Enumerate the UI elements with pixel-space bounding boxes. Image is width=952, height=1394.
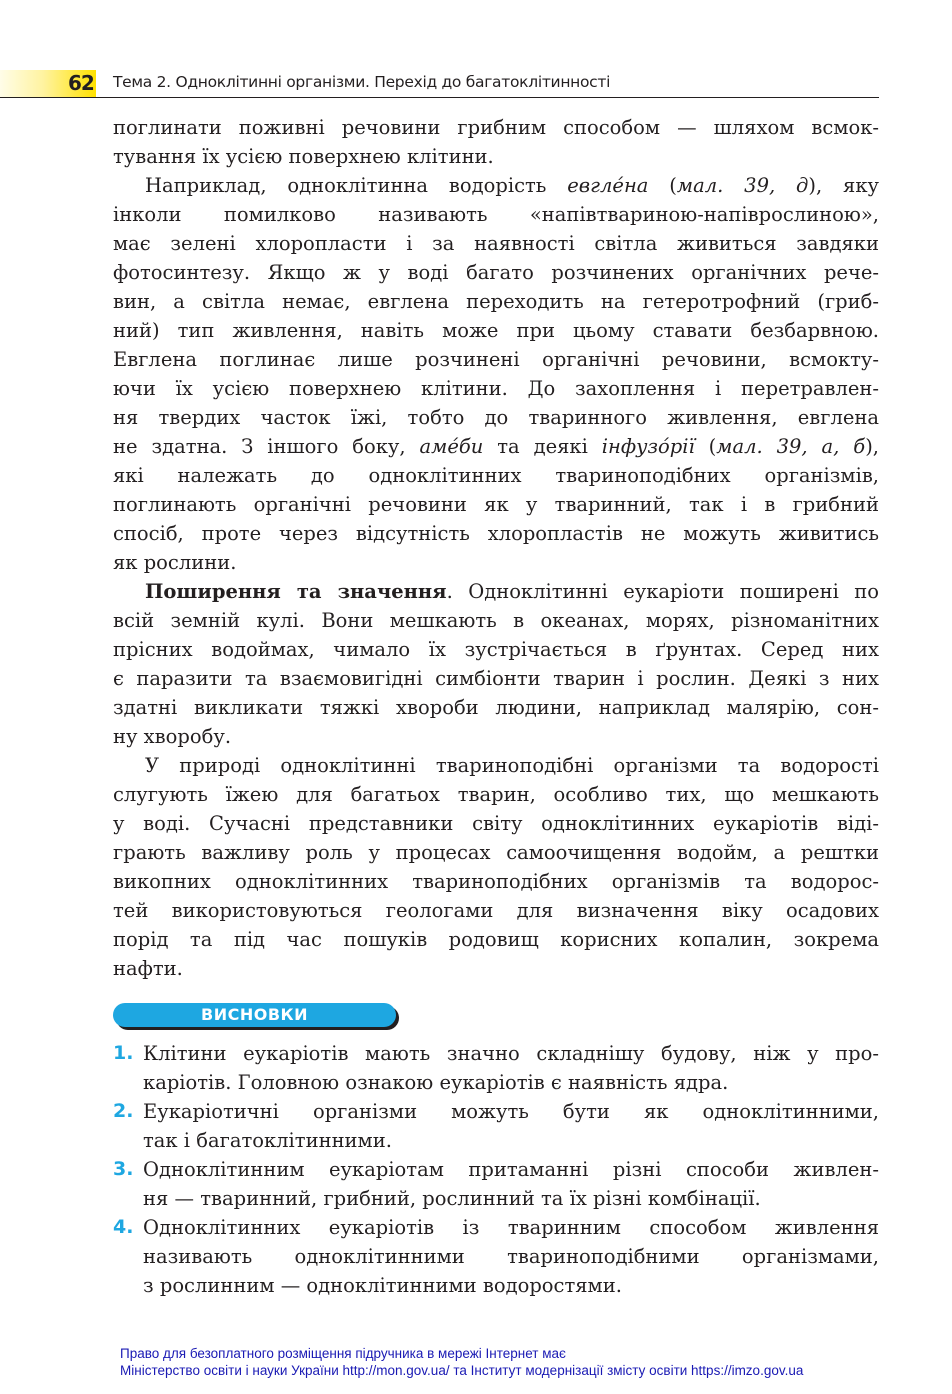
text-line: тей використовуються геологами для визначення віку осадових (113, 899, 879, 922)
copyright-footer (120, 1345, 803, 1379)
text-line: інколи помилково називають «напівтвариною-напіврослиною», (113, 203, 879, 226)
conclusions-list (113, 1039, 879, 1300)
text-line: вин, а світла немає, евглена переходить на гетеротрофний (гриб- (113, 290, 879, 313)
term-infusoria: інфузо́рії (601, 435, 695, 458)
text-run: та деякі (483, 435, 602, 458)
text-line: поглинають органічні речовини як у тваринний, так і в грибний (113, 493, 879, 516)
page-number: 62 (68, 71, 94, 95)
conclusions-badge (113, 1003, 396, 1027)
text-run: ), яку (808, 174, 879, 197)
text-line (113, 577, 879, 606)
text-line: викопних одноклітинних твариноподібних організмів та водорос- (113, 870, 879, 893)
text-line: Одноклітинних еукаріотів із тваринним способом живлення (143, 1216, 879, 1239)
text-run: ( (648, 174, 677, 197)
list-item (113, 1213, 879, 1300)
conclusions-label: ВИСНОВКИ (201, 1005, 308, 1024)
text-line: ня — тваринний, грибний, рослинний та їх різні комбінації. (143, 1187, 761, 1210)
text-line: ний) тип живлення, навіть може при цьому ставати безбарвною. (113, 319, 879, 342)
list-item-number: 4. (113, 1216, 134, 1238)
text-line: здатні викликати тяжкі хвороби людини, наприклад малярію, сон- (113, 696, 879, 719)
text-line: Еукаріотичні організми можуть бути як одноклітинними, (143, 1100, 879, 1123)
text-line: фотосинтезу. Якщо ж у воді багато розчинених органічних рече- (113, 261, 879, 284)
text-line: як рослини. (113, 551, 237, 574)
text-line: каріотів. Головною ознакою еукаріотів є наявність ядра. (143, 1071, 729, 1094)
text-run: ( (694, 435, 717, 458)
text-line: ючи їх усією поверхнею клітини. До захоплення і перетравлен- (113, 377, 879, 400)
text-line: називають одноклітинними твариноподібними організмами, (143, 1245, 879, 1268)
section-heading-inline: Поширення та значення (145, 580, 447, 603)
text-line: поглинати поживні речовини грибним способом — шляхом всмок- (113, 116, 879, 139)
figure-ref: мал. 39, д (676, 174, 809, 197)
text-line: ня твердих часток їжі, тобто до тваринного живлення, евглена (113, 406, 879, 429)
text-run: Наприклад, одноклітинна водорість (145, 174, 568, 197)
text-line: Одноклітинним еукаріотам притаманні різні способи живлен- (143, 1158, 879, 1181)
text-run: не здатна. З іншого боку, (113, 435, 420, 458)
footer-line: Право для безоплатного розміщення підручника в мережі Інтернет має (120, 1346, 566, 1361)
text-line: має зелені хлоропласти і за наявності світла живиться завдяки (113, 232, 879, 255)
text-line: які належать до одноклітинних твариноподібних організмів, (113, 464, 879, 487)
list-item-number: 3. (113, 1158, 134, 1180)
text-line: прісних водоймах, чимало їх зустрічається в ґрунтах. Серед них (113, 638, 879, 661)
footer-line: Міністерство освіти і науки України http://mon.gov.ua/ та Інститут модернізації змісту освіти https://imzo.gov.ua (120, 1363, 804, 1378)
text-line: У природі одноклітинні твариноподібні організми та водорості (145, 754, 879, 777)
text-line (113, 432, 879, 461)
text-line: тування їх усією поверхнею клітини. (113, 145, 494, 168)
term-euglena: евгле́на (567, 174, 649, 197)
text-line: грають важливу роль у процесах самоочищення водойм, а рештки (113, 841, 879, 864)
text-line: так і багатоклітинними. (143, 1129, 392, 1152)
text-line: нафти. (113, 957, 183, 980)
main-text (113, 113, 879, 983)
text-line: з рослинним — одноклітинними водоростями. (143, 1274, 622, 1297)
text-run: . Одноклітинні еукаріоти поширені по (446, 580, 879, 603)
running-header-title: Тема 2. Одноклітинні організми. Перехід до багатоклітинності (113, 73, 611, 91)
list-item-number: 1. (113, 1042, 134, 1064)
text-line: ну хворобу. (113, 725, 232, 748)
text-line: у воді. Сучасні представники світу одноклітинних еукаріотів віді- (113, 812, 879, 835)
header-rule (0, 97, 879, 98)
term-amoeba: аме́би (419, 435, 484, 458)
text-line: слугують їжею для багатьох тварин, особливо тих, що мешкають (113, 783, 879, 806)
text-run: ), (865, 435, 879, 458)
list-item-number: 2. (113, 1100, 134, 1122)
text-line (113, 171, 879, 200)
figure-ref: мал. 39, а, б (716, 435, 866, 458)
text-line: спосіб, проте через відсутність хлоропластів не можуть живитись (113, 522, 879, 545)
text-line: Евглена поглинає лише розчинені органічні речовини, всмокту- (113, 348, 879, 371)
text-line: Клітини еукаріотів мають значно складнішу будову, ніж у про- (143, 1042, 879, 1065)
list-item (113, 1097, 879, 1155)
text-line: всій земній кулі. Вони мешкають в океанах, морях, різноманітних (113, 609, 879, 632)
text-line: порід та під час пошуків родовищ корисних копалин, зокрема (113, 928, 879, 951)
list-item (113, 1155, 879, 1213)
text-line: є паразити та взаємовигідні симбіонти тварин і рослин. Деякі з них (113, 667, 879, 690)
list-item (113, 1039, 879, 1097)
